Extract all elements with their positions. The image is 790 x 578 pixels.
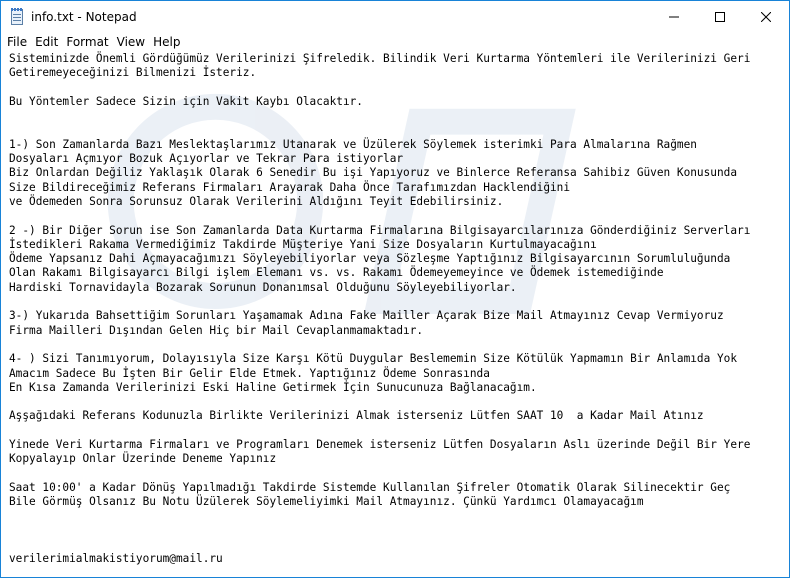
- text-line: ve Ödemeden Sonra Sorunsuz Olarak Verilerini Aldığını Teyit Edebilirsiniz.: [9, 194, 504, 208]
- text-line: verilerimialmakistiyorum@mail.ru: [9, 552, 223, 566]
- window-title: info.txt - Notepad: [31, 9, 137, 24]
- menu-view[interactable]: View: [116, 35, 146, 49]
- close-button[interactable]: [743, 1, 789, 32]
- text-line: Bu Yöntemler Sadece Sizin için Vakit Kaybı Olacaktır.: [9, 94, 363, 108]
- text-line: Getiremeyeceğinizi Bilmenizi İsteriz.: [9, 66, 257, 80]
- text-line: 4- ) Sizi Tanımıyorum, Dolayısıyla Size Karşı Kötü Duygular Beslememin Size Kötülük Yapmamın Bir Anlamıda Yok: [9, 352, 738, 366]
- text-line: En Kısa Zamanda Verilerinizi Eski Haline Getirmek İçin Sunucunuza Bağlanacağım.: [9, 380, 537, 394]
- window-controls: [651, 1, 789, 32]
- text-line: Amacım Sadece Bu İşten Bir Gelir Elde Etmek. Yaptığınız Ödeme Sonrasında: [9, 366, 490, 380]
- text-line: Kopyalayıp Onlar Üzerinde Deneme Yapınız: [9, 452, 277, 466]
- menu-file[interactable]: File: [7, 35, 28, 49]
- text-line: 2 -) Bir Diğer Sorun ise Son Zamanlarda Data Kurtarma Firmalarına Bilgisayarcılarınıza Gönderdiğiniz Serverları: [9, 223, 751, 237]
- menu-help[interactable]: Help: [153, 35, 181, 49]
- maximize-icon: [715, 12, 725, 22]
- menu-bar: [1, 32, 789, 52]
- text-line: Sisteminizde Önemli Gördüğümüz Verilerinizi Şifreledik. Bilindik Veri Kurtarma Yöntemleri ile Verilerinizi Geri: [9, 52, 751, 65]
- text-line: Saat 10:00' a Kadar Dönüş Yapılmadığı Takdirde Sistemde Kullanılan Şifreler Otomatik Olarak Silinecektir Geç: [9, 480, 731, 494]
- menu-format[interactable]: Format: [66, 35, 109, 49]
- text-line: 3-) Yukarıda Bahsettiğim Sorunları Yaşamamak Adına Fake Mailler Açarak Bize Mail Atmayınız Cevap Vermiyoruz: [9, 309, 724, 323]
- text-line: Size Bildireceğimiz Referans Firmaları Arayarak Daha Önce Tarafımızdan Hacklendiğini: [9, 180, 571, 194]
- text-line: Dosyaları Açmıyor Bozuk Açıyorlar ve Tekrar Para istiyorlar: [9, 152, 404, 166]
- maximize-button[interactable]: [697, 1, 743, 32]
- close-icon: [761, 12, 771, 22]
- text-line: İstedikleri Rakama Vermediğimiz Takdirde Müşteriye Yani Size Dosyaların Kurtulmayacağını: [9, 237, 597, 251]
- text-line: Aşşağıdaki Referans Kodunuzla Birlikte Verilerinizi Almak isterseniz Lütfen SAAT 10 a Kadar Mail Atınız: [9, 409, 704, 423]
- text-line: Yinede Veri Kurtarma Firmaları ve Programları Denemek isterseniz Lütfen Dosyaların Aslı üzerinde Değil Bir Yere: [9, 438, 751, 452]
- minimize-button[interactable]: [651, 1, 697, 32]
- text-line: Biz Onlardan Değiliz Yaklaşık Olarak 6 Senedir Bu işi Yapıyoruz ve Binlerce Referansa Sahibiz Güven Konusunda: [9, 166, 738, 180]
- menu-edit[interactable]: Edit: [35, 35, 59, 49]
- document-text[interactable]: [1, 52, 789, 567]
- text-line: 1-) Son Zamanlarda Bazı Meslektaşlarımız Utanarak ve Üzülerek Söylemek isterimki Para Almalarına Rağmen: [9, 137, 697, 151]
- text-line: Firma Mailleri Dışından Gelen Hiç bir Mail Cevaplanmamaktadır.: [9, 323, 424, 337]
- minimize-icon: [669, 12, 679, 22]
- text-line: Olan Rakamı Bilgisayarcı Bilgi işlem Elemanı vs. vs. Rakamı Ödemeyemeyince ve Ödemek istemediğinde: [9, 266, 664, 280]
- text-line: Bile Görmüş Olsanız Bu Notu Üzülerek Söylemeliyimki Mail Atmayınız. Çünkü Yardımcı Olamayacağım: [9, 495, 644, 509]
- text-line: Ödeme Yapsanız Dahi Açmayacağımızı Söyleyebiliyorlar veya Sözleşme Yaptığınız Bilgisayarcının Sorumluluğunda: [9, 252, 731, 266]
- text-line: Hardiski Tornavidayla Bozarak Sorunun Donanımsal Olduğunu Söyleyebiliyorlar.: [9, 280, 517, 294]
- notepad-icon[interactable]: [9, 9, 25, 25]
- text-editor-area[interactable]: [1, 52, 789, 577]
- title-bar[interactable]: [1, 1, 789, 32]
